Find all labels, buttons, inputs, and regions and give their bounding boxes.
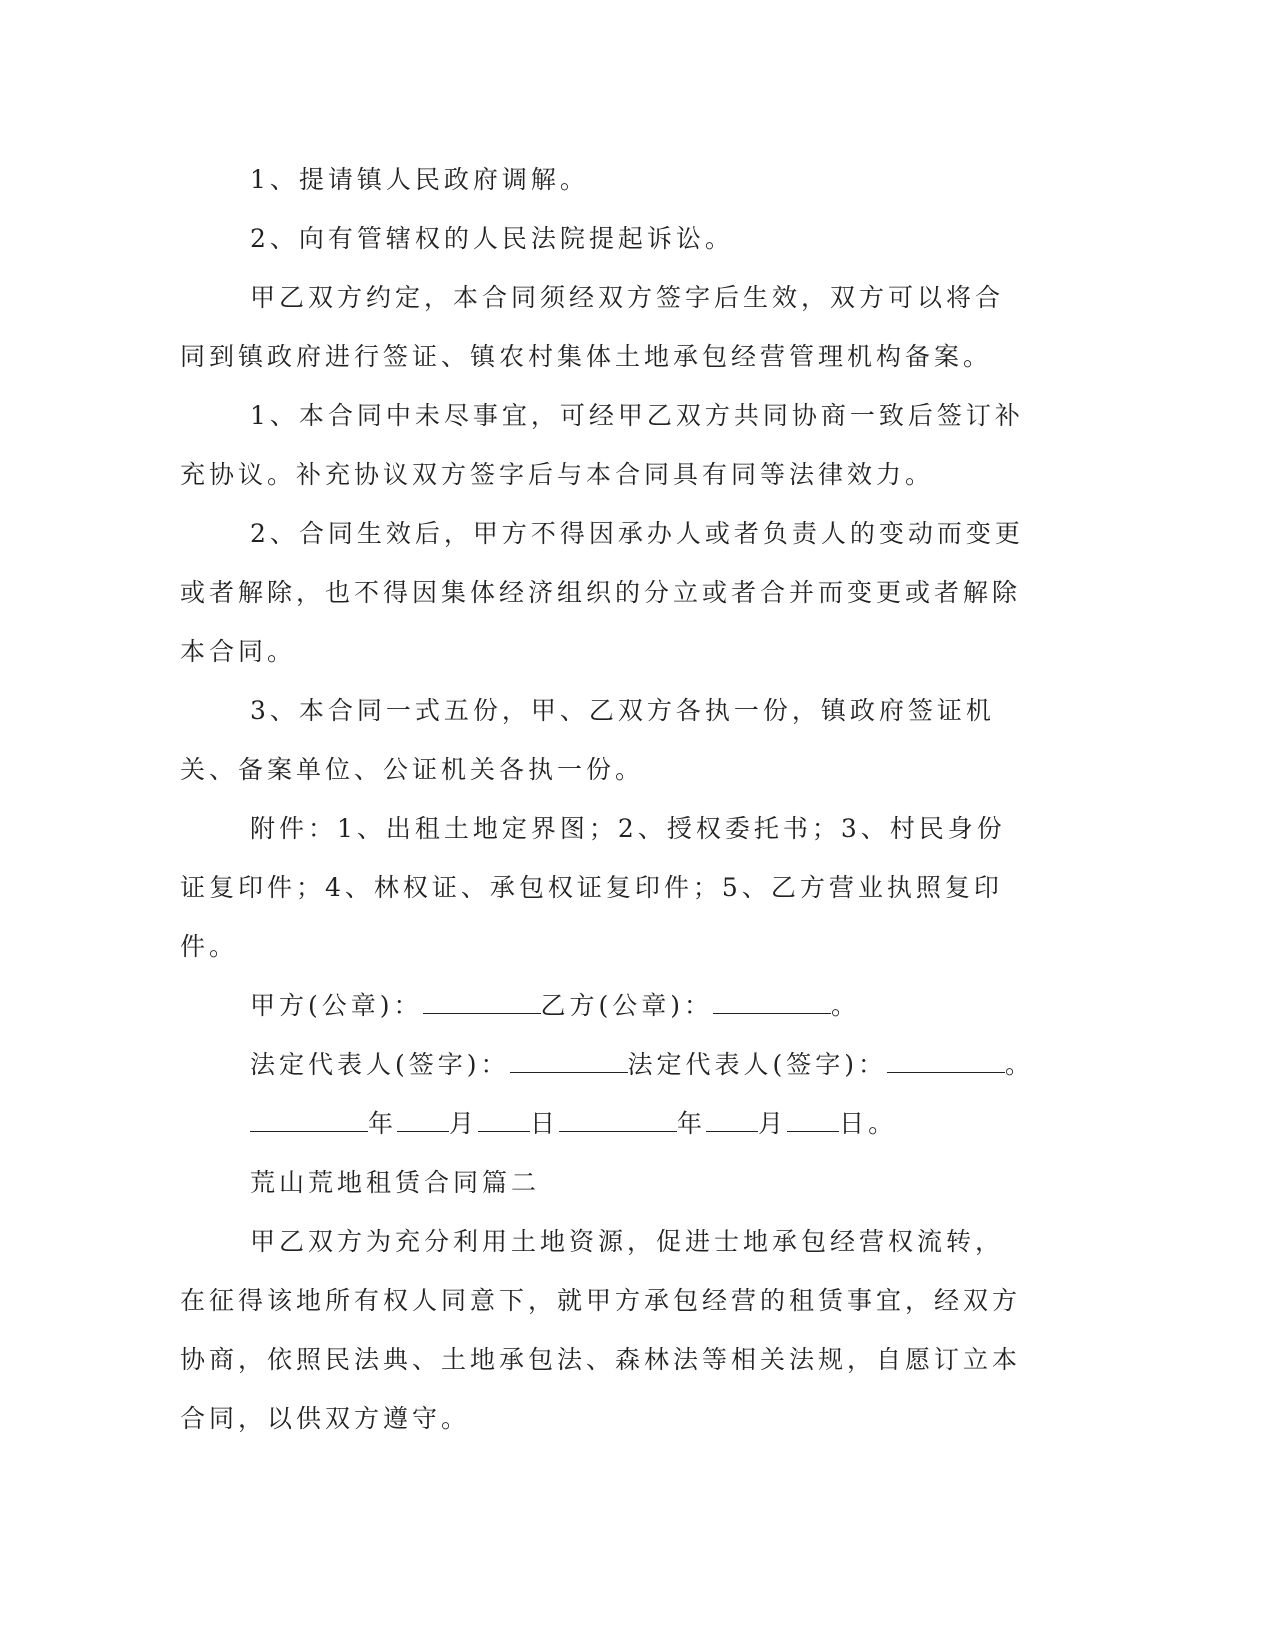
- day-b-blank: [787, 1106, 839, 1132]
- legal-rep-a-label: 法定代表人(签字)：: [250, 1050, 510, 1079]
- clause-mediation: 1、提请镇人民政府调解。: [250, 165, 589, 194]
- clause-copies: 3、本合同一式五份，甲、乙双方各执一份，镇政府签证机关、备案单位、公证机关各执一份。: [180, 696, 995, 784]
- seal-line: [180, 976, 1030, 1035]
- clause-supplement: 1、本合同中未尽事宜，可经甲乙双方共同协商一致后签订补充协议。补充协议双方签字后与本合同具有同等法律效力。: [180, 401, 1024, 489]
- clause-effectiveness: 甲乙双方约定，本合同须经双方签字后生效，双方可以将合同到镇政府进行签证、镇农村集体土地承包经营管理机构备案。: [180, 283, 1005, 371]
- day-b-label: 日。: [839, 1109, 898, 1138]
- party-b-seal-label: 乙方(公章)：: [540, 991, 714, 1020]
- party-a-seal-blank: [423, 988, 541, 1014]
- attachments: 附件：1、出租土地定界图；2、授权委托书；3、村民身份证复印件；4、林权证、承包权证复印件；5、乙方营业执照复印件。: [180, 814, 1006, 961]
- day-a-label: 日: [530, 1109, 560, 1138]
- day-a-blank: [478, 1106, 530, 1132]
- clause-no-change: 2、合同生效后，甲方不得因承办人或者负责人的变动而变更或者解除，也不得因集体经济组织的分立或者合并而变更或者解除本合同。: [180, 519, 1024, 666]
- legal-rep-line: [180, 1035, 1035, 1094]
- party-a-seal-label: 甲方(公章)：: [250, 991, 423, 1020]
- year-b-blank: [559, 1106, 677, 1132]
- legal-rep-line-end: 。: [1005, 1050, 1035, 1079]
- month-a-blank: [397, 1106, 449, 1132]
- month-b-blank: [706, 1106, 758, 1132]
- seal-line-end: 。: [831, 991, 861, 1020]
- section-intro: 甲乙双方为充分利用土地资源，促进士地承包经营权流转，在征得该地所有权人同意下，就甲方承包经营的租赁事宜，经双方协商，依照民法典、土地承包法、森林法等相关法规，自愿订立本合同，以供双方遵守。: [180, 1227, 1022, 1433]
- legal-rep-b-label: 法定代表人(签字)：: [627, 1050, 888, 1079]
- section-title: 荒山荒地租赁合同篇二: [250, 1168, 541, 1197]
- document-page: [180, 150, 1035, 1448]
- party-b-seal-blank: [713, 988, 831, 1014]
- legal-rep-a-blank: [510, 1047, 628, 1073]
- clause-lawsuit: 2、向有管辖权的人民法院提起诉讼。: [250, 224, 734, 253]
- year-a-label: 年: [368, 1109, 398, 1138]
- year-a-blank: [250, 1106, 368, 1132]
- date-line: [180, 1094, 1030, 1153]
- legal-rep-b-blank: [887, 1047, 1005, 1073]
- month-a-label: 月: [449, 1109, 479, 1138]
- year-b-label: 年: [677, 1109, 707, 1138]
- month-b-label: 月: [758, 1109, 788, 1138]
